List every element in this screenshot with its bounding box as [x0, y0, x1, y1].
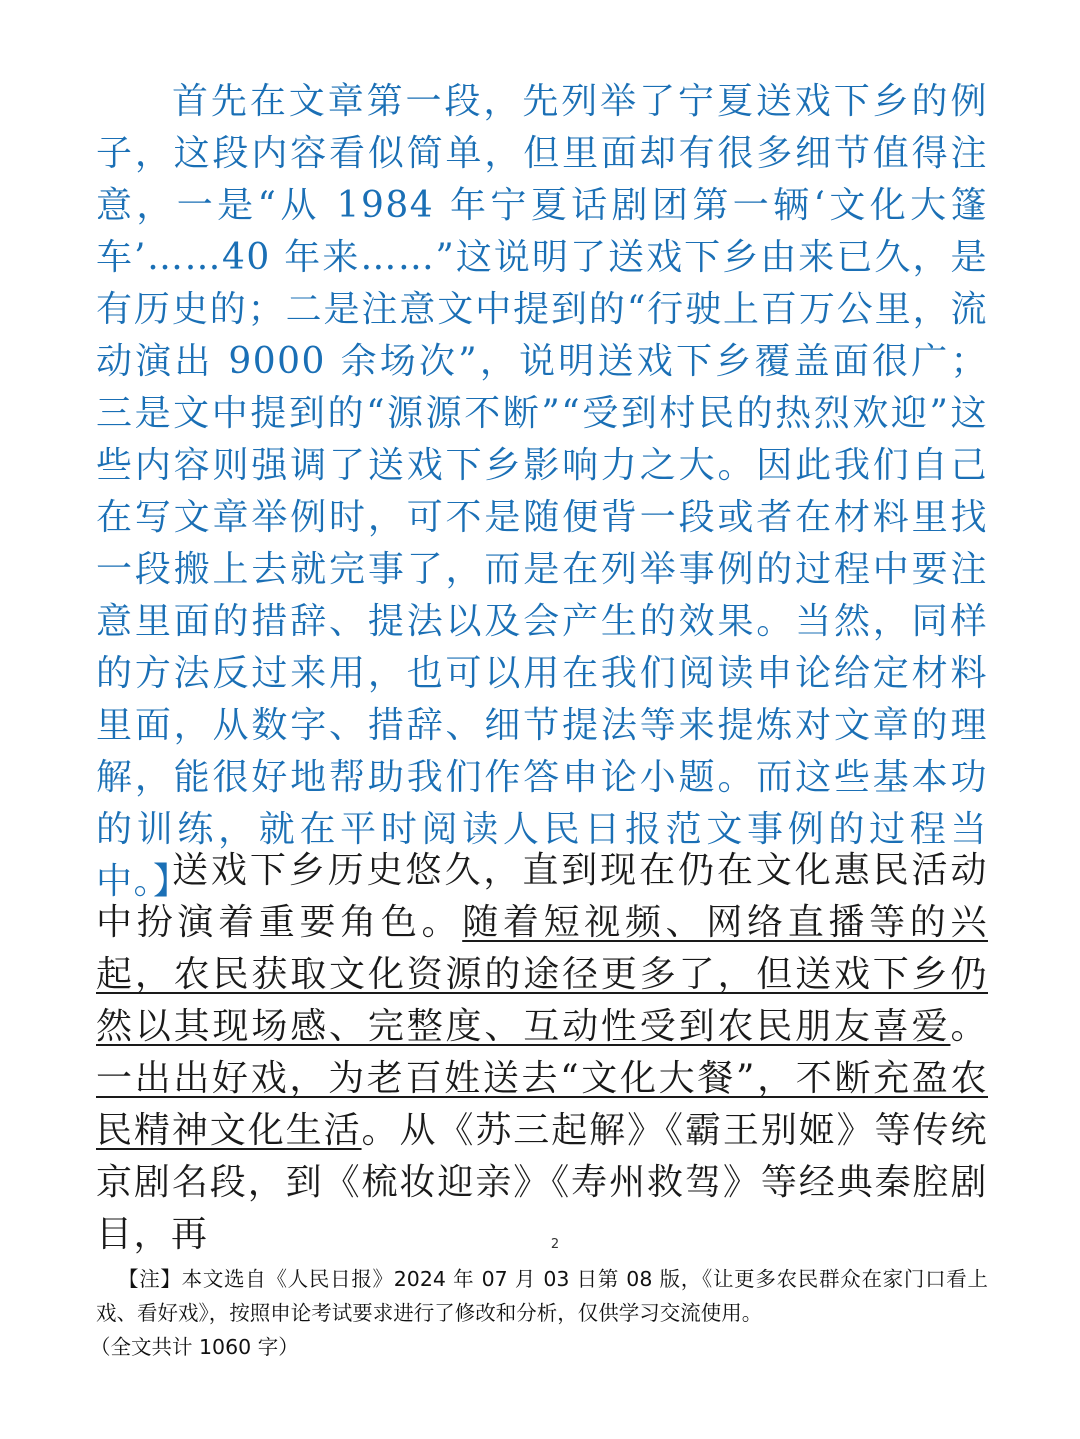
analysis-paragraph [96, 76, 988, 908]
analysis-text: 首先在文章第一段，先列举了宁夏送戏下乡的例子，这段内容看似简单，但里面却有很多细节值得注意，一是“从 1984 年宁夏话剧团第一辆‘文化大篷车’……40 年来……”这说明了送戏下乡由来已久，是有历史的；二是注意文中提到的“行驶上百万公里，流动演出 9000 余场次”，说明送戏下乡覆盖面很广；三是文中提到的“源源不断”“受到村民的热烈欢迎”这些内容则强调了送戏下乡影响力之大。因此我们自己在写文章举例时，可不是随便背一段或者在材料里找一段搬上去就完事了，而是在列举事例的过程中要注意里面的措辞、提法以及会产生的效果。当然，同样的方法反过来用，也可以用在我们阅读申论给定材料里面，从数字、措辞、细节提法等来提炼对文章的理解，能很好地帮助我们作答申论小题。而这些基本功的训练，就在平时阅读人民日报范文事例的过程当中。】 [96, 81, 988, 902]
word-count: （全文共计 1060 字） [90, 1335, 299, 1359]
article-intro: 送戏下乡历史悠久，直到现在仍在文化惠民活动中扮演着重要角色。 [96, 850, 988, 943]
footnote-text: 【注】本文选自《人民日报》2024 年 07 月 03 日第 08 版，《让更多农民群众在家门口看上戏、看好戏》，按照申论考试要求进行了修改和分析，仅供学习交流使用。 [96, 1267, 988, 1325]
footnote [90, 1262, 988, 1364]
underlined-sentence-1: 随着短视频、网络直播等的兴起，农民获取文化资源的途径更多了，但送戏下乡仍然以其现场感、完整度、互动性受到农民朋友喜爱 [96, 902, 988, 1047]
article-paragraph [96, 845, 988, 1261]
underlined-sentence-2: 一出出好戏，为老百姓送去“文化大餐”，不断充盈农民精神文化生活 [96, 1058, 988, 1151]
article-rest: 。从《苏三起解》《霸王别姬》等传统京剧名段，到《梳妆迎亲》《寿州救驾》等经典秦腔剧目，再 [96, 1110, 988, 1255]
page-number: 2 [550, 1237, 560, 1252]
sentence-separator: 。 [950, 1006, 988, 1047]
